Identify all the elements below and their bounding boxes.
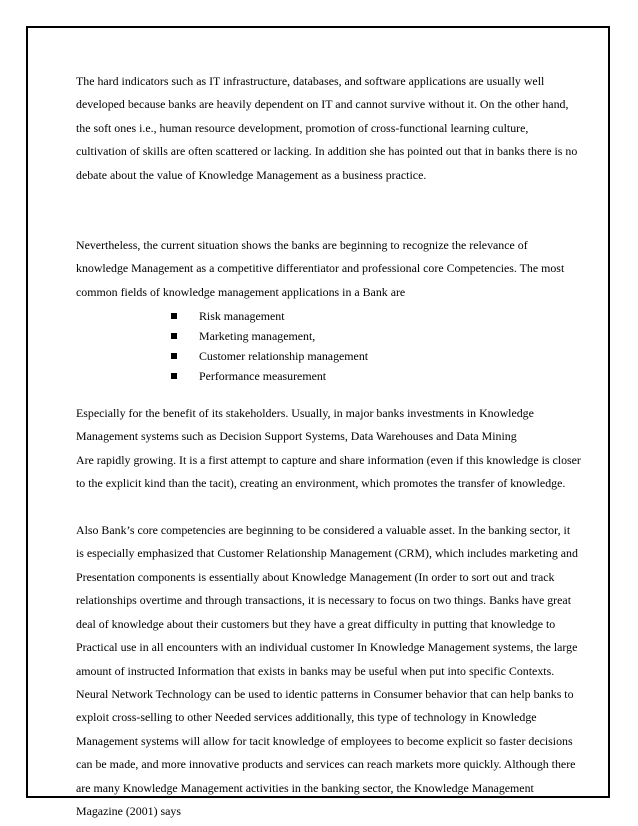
text-line: Magazine (2001) says xyxy=(76,803,182,818)
list-item xyxy=(171,306,576,326)
text-line: Are rapidly growing. It is a first attempt to capture and share information (even if this knowledge is closer xyxy=(76,452,581,467)
list-item-label: Performance measurement xyxy=(199,369,327,384)
text-line: Presentation components is essentially about Knowledge Management (In order to sort out and track xyxy=(76,569,555,584)
text-line: Management systems will allow for tacit knowledge of employees to become explicit so faster decisions xyxy=(76,733,573,748)
paragraph-4 xyxy=(76,519,576,823)
text-line: Also Bank’s core competencies are beginning to be considered a valuable asset. In the banking sector, it xyxy=(76,523,571,538)
document-body xyxy=(76,70,581,823)
text-line: Especially for the benefit of its stakeholders. Usually, in major banks investments in Knowledge xyxy=(76,406,534,421)
paragraph-3 xyxy=(76,402,581,496)
list-item-label: Risk management xyxy=(199,309,285,324)
text-line: relationships overtime and through transactions, it is necessary to focus on two things. Banks have great xyxy=(76,593,572,608)
text-line: common fields of knowledge management applications in a Bank are xyxy=(76,284,406,299)
list-item-label: Marketing management, xyxy=(199,329,316,344)
text-line: knowledge Management as a competitive differentiator and professional core Competencies. The most xyxy=(76,261,565,276)
text-line: debate about the value of Knowledge Management as a business practice. xyxy=(76,167,427,182)
text-line: Neural Network Technology can be used to identic patterns in Consumer behavior that can help banks to xyxy=(76,686,574,701)
text-line: the soft ones i.e., human resource development, promotion of cross-functional learning culture, xyxy=(76,120,529,135)
list-item xyxy=(171,366,576,386)
list-item xyxy=(171,346,576,366)
text-line: developed because banks are heavily dependent on IT and cannot survive without it. On the other hand, xyxy=(76,97,569,112)
text-line: Management systems such as Decision Support Systems, Data Warehouses and Data Mining xyxy=(76,429,517,444)
text-line: amount of instructed Information that exists in banks may be useful when put into specific Contexts. xyxy=(76,663,555,678)
text-line: Practical use in all encounters with an individual customer In Knowledge Management systems, the large xyxy=(76,640,578,655)
text-line: Nevertheless, the current situation shows the banks are beginning to recognize the relevance of xyxy=(76,237,528,252)
square-bullet-icon xyxy=(171,353,177,359)
text-line: can be made, and more innovative products and services can reach markets more quickly. Although there xyxy=(76,757,576,772)
square-bullet-icon xyxy=(171,313,177,319)
paragraph-2 xyxy=(76,234,576,304)
list-item-label: Customer relationship management xyxy=(199,349,369,364)
square-bullet-icon xyxy=(171,333,177,339)
square-bullet-icon xyxy=(171,373,177,379)
paragraph-1 xyxy=(76,70,576,187)
list-item xyxy=(171,326,576,346)
text-line: exploit cross-selling to other Needed services additionally, this type of technology in Knowledge xyxy=(76,710,537,725)
text-line: are many Knowledge Management activities in the banking sector, the Knowledge Management xyxy=(76,780,534,795)
applications-bullet-list xyxy=(76,306,576,386)
text-line: cultivation of skills are often scattered or lacking. In addition she has pointed out that in banks there is no xyxy=(76,144,578,159)
text-line: deal of knowledge about their customers but they have a great difficulty in putting that knowledge to xyxy=(76,616,556,631)
text-line: to the explicit kind than the tacit), creating an environment, which promotes the transfer of knowledge. xyxy=(76,476,566,491)
text-line: is especially emphasized that Customer Relationship Management (CRM), which includes marketing and xyxy=(76,546,578,561)
text-line: The hard indicators such as IT infrastructure, databases, and software applications are usually well xyxy=(76,74,545,88)
